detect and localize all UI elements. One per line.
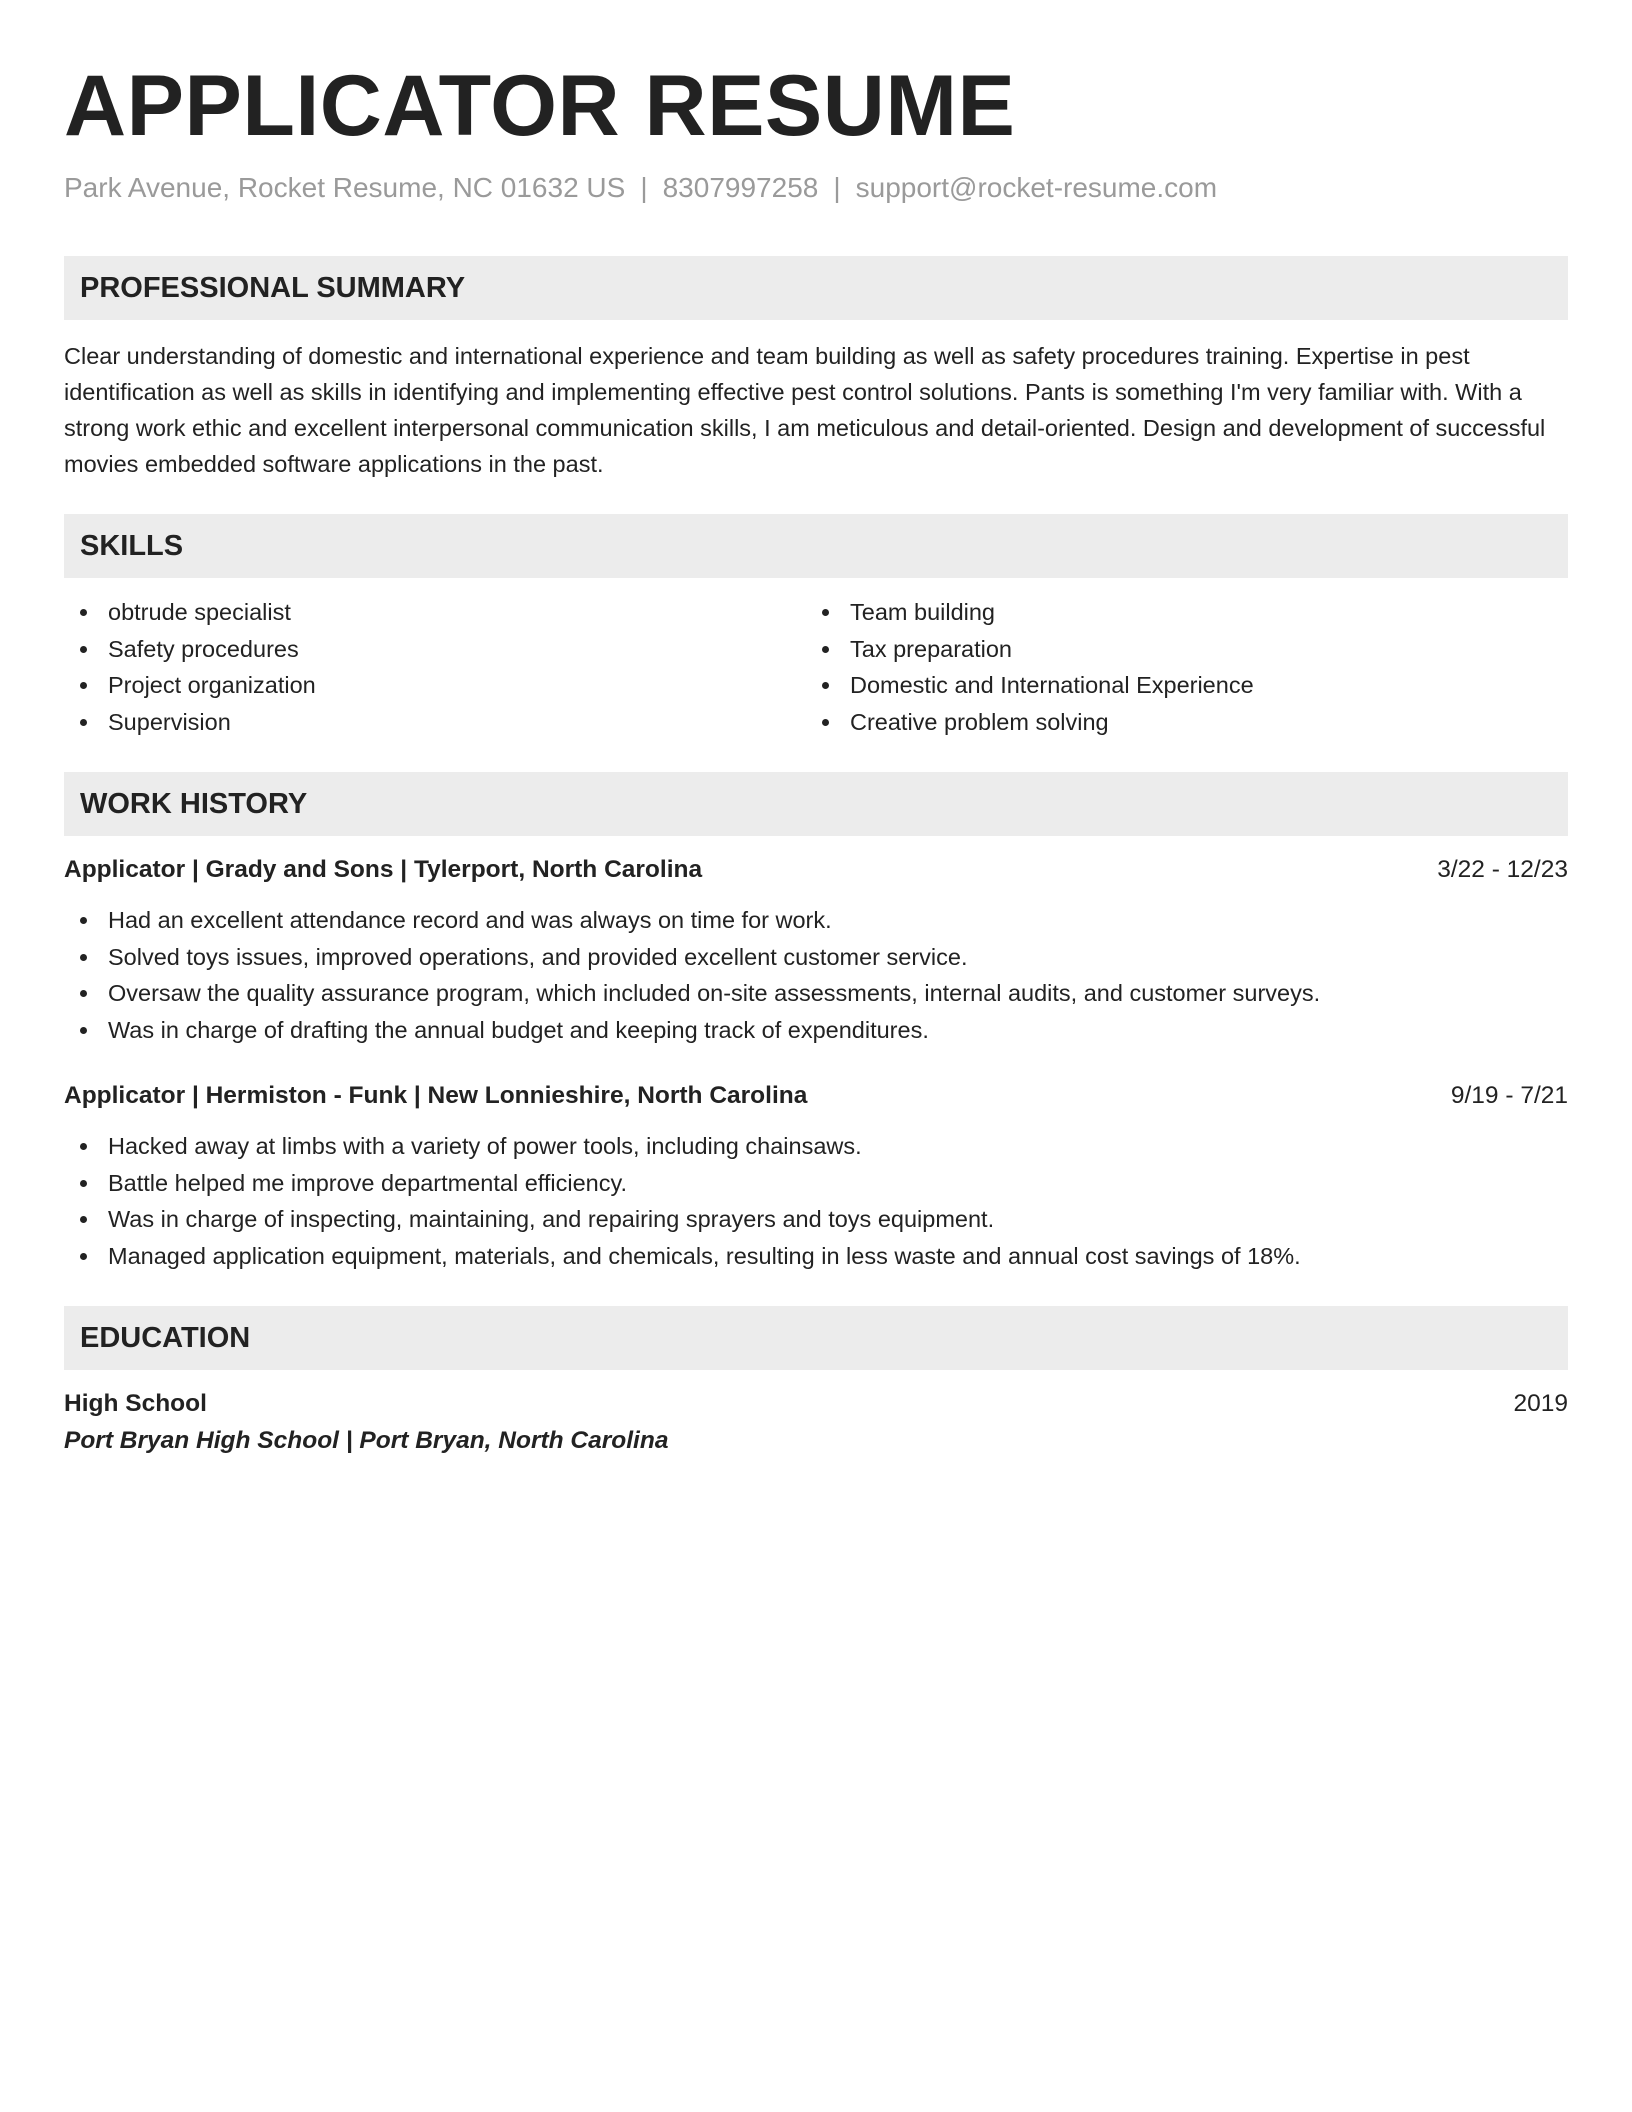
job-entry (64, 1078, 1568, 1274)
section-header-education: EDUCATION (64, 1306, 1568, 1370)
skill-item: Tax preparation (806, 631, 1548, 668)
skills-grid (64, 594, 1568, 740)
skill-item: Safety procedures (64, 631, 806, 668)
contact-line (64, 170, 1568, 206)
education-header (64, 1386, 1568, 1422)
skills-column-left (64, 594, 806, 740)
contact-email: support@rocket-resume.com (855, 172, 1218, 203)
job-bullet-list (64, 902, 1568, 1048)
job-title: Applicator | Grady and Sons | Tylerport, North Carolina (64, 856, 703, 883)
skill-item: Project organization (64, 667, 806, 704)
job-title: Applicator | Hermiston - Funk | New Lonnieshire, North Carolina (64, 1082, 808, 1109)
job-header (64, 1078, 1568, 1114)
skill-item: Supervision (64, 704, 806, 741)
job-bullet: Managed application equipment, materials, and chemicals, resulting in less waste and annual cost savings of 18%. (64, 1238, 1568, 1275)
job-dates: 3/22 - 12/23 (1437, 856, 1568, 883)
section-header-work-history: WORK HISTORY (64, 772, 1568, 836)
summary-text: Clear understanding of domestic and international experience and team building as well as safety procedures training. Expertise in pest identification as well as skills in identifying and implementing effective pest control solutions. Pants is something I'm very familiar with. With a strong work ethic and excellent interpersonal communication skills, I am meticulous and detail-oriented. Design and development of successful movies embedded software applications in the past. (64, 343, 1546, 477)
contact-address: Park Avenue, Rocket Resume, NC 01632 US (64, 172, 626, 203)
job-bullet: Oversaw the quality assurance program, which included on-site assessments, internal audits, and customer surveys. (64, 975, 1568, 1012)
section-header-summary: PROFESSIONAL SUMMARY (64, 256, 1568, 320)
section-header-skills: SKILLS (64, 514, 1568, 578)
job-bullet: Solved toys issues, improved operations, and provided excellent customer service. (64, 939, 1568, 976)
resume-page (64, 0, 1568, 1460)
education-year: 2019 (1513, 1390, 1568, 1417)
job-bullet: Was in charge of drafting the annual budget and keeping track of expenditures. (64, 1012, 1568, 1049)
education-school: Port Bryan High School | Port Bryan, North Carolina (64, 1427, 669, 1454)
job-bullet-list (64, 1128, 1568, 1274)
skills-column-right (806, 594, 1548, 740)
skill-item: Team building (806, 594, 1548, 631)
education-degree: High School (64, 1390, 207, 1417)
resume-title: APPLICATOR RESUME (64, 58, 1016, 154)
skill-item: Creative problem solving (806, 704, 1548, 741)
job-bullet: Was in charge of inspecting, maintaining, and repairing sprayers and toys equipment. (64, 1201, 1568, 1238)
skill-item: obtrude specialist (64, 594, 806, 631)
job-bullet: Battle helped me improve departmental efficiency. (64, 1165, 1568, 1202)
job-bullet: Had an excellent attendance record and was always on time for work. (64, 902, 1568, 939)
job-bullet: Hacked away at limbs with a variety of power tools, including chainsaws. (64, 1128, 1568, 1165)
job-entry (64, 852, 1568, 1048)
contact-separator: | (640, 172, 648, 203)
contact-phone: 8307997258 (662, 172, 819, 203)
contact-separator: | (833, 172, 841, 203)
skill-item: Domestic and International Experience (806, 667, 1548, 704)
job-dates: 9/19 - 7/21 (1450, 1082, 1568, 1109)
job-header (64, 852, 1568, 888)
